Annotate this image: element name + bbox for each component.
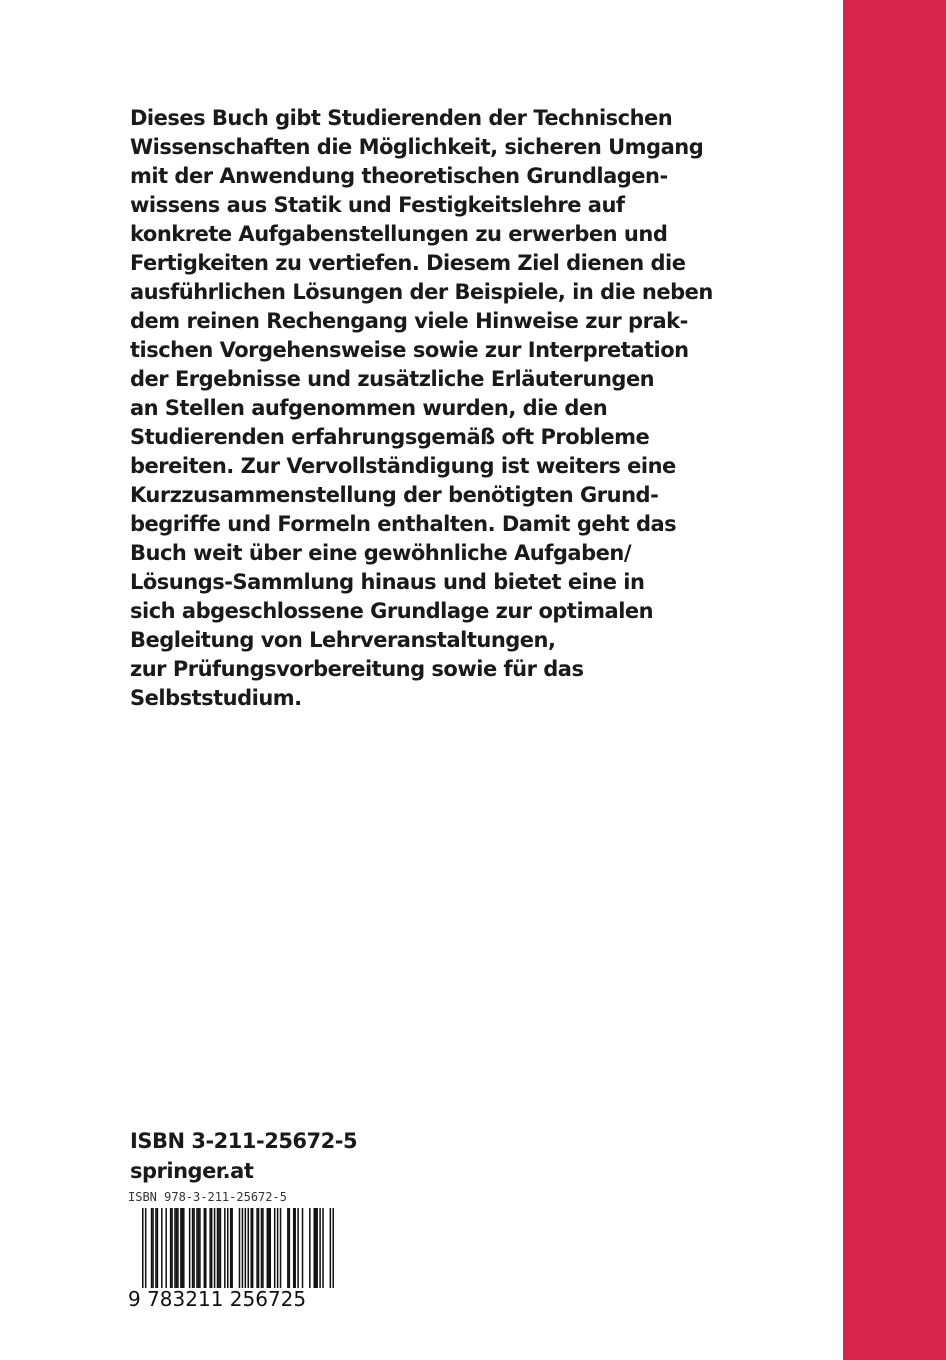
blurb-line: Dieses Buch gibt Studierenden der Technischen: [130, 106, 673, 130]
blurb-line: mit der Anwendung theoretischen Grundlagen-: [130, 164, 668, 188]
blurb-line: an Stellen aufgenommen wurden, die den: [130, 396, 608, 420]
barcode-bar: [170, 1208, 172, 1288]
blurb-line: Buch weit über eine gewöhnliche Aufgaben/: [130, 541, 631, 565]
barcode-bar: [297, 1208, 299, 1288]
barcode-bar: [176, 1208, 178, 1288]
barcode-bar: [220, 1208, 222, 1288]
barcode-bar: [151, 1208, 153, 1288]
barcode-bar: [189, 1208, 191, 1288]
blurb-line: begriffe und Formeln enthalten. Damit geht das: [130, 512, 677, 536]
barcode-bar: [217, 1208, 219, 1288]
barcode-bar: [198, 1208, 200, 1288]
barcode-bar: [231, 1208, 233, 1288]
barcode-bar: [256, 1208, 258, 1288]
barcode-bar: [315, 1208, 317, 1288]
barcode-block: [128, 1190, 340, 1315]
barcode-bar: [267, 1208, 269, 1288]
blurb-line: konkrete Aufgabenstellungen zu erwerben und: [130, 222, 668, 246]
barcode-bar: [261, 1208, 263, 1288]
barcode: [142, 1208, 334, 1288]
blurb-line: dem reinen Rechengang viele Hinweise zur prak-: [130, 309, 688, 333]
barcode-bar: [177, 1208, 179, 1288]
barcode-bar: [152, 1208, 154, 1288]
blurb-line: wissens aus Statik und Festigkeitslehre auf: [130, 193, 625, 217]
barcode-bar: [157, 1208, 159, 1288]
barcode-bar: [174, 1208, 176, 1288]
barcode-bar: [192, 1208, 194, 1288]
barcode-bar: [268, 1208, 270, 1288]
barcode-bar: [218, 1208, 220, 1288]
cover-blurb: [130, 104, 830, 713]
barcode-bar: [183, 1208, 185, 1288]
barcode-bar: [196, 1208, 198, 1288]
barcode-bar: [280, 1208, 282, 1288]
blurb-line: Lösungs-Sammlung hinaus und bietet eine in: [130, 570, 645, 594]
barcode-bar: [165, 1208, 167, 1288]
barcode-bar: [204, 1208, 206, 1288]
barcode-bar: [302, 1208, 304, 1288]
barcode-bar: [199, 1208, 201, 1288]
barcode-bar: [142, 1208, 144, 1288]
barcode-bar: [313, 1208, 315, 1288]
blurb-line: ausführlichen Lösungen der Beispiele, in die neben: [130, 280, 713, 304]
barcode-bar: [322, 1208, 324, 1288]
barcode-bar: [250, 1208, 252, 1288]
barcode-bar: [252, 1208, 254, 1288]
spine-accent-strip: [843, 0, 946, 1360]
blurb-line: tischen Vorgehensweise sowie zur Interpretation: [130, 338, 689, 362]
barcode-bar: [294, 1208, 296, 1288]
blurb-line: bereiten. Zur Vervollständigung ist weiters eine: [130, 454, 676, 478]
barcode-bar: [161, 1208, 163, 1288]
barcode-bar: [293, 1208, 295, 1288]
barcode-bar: [330, 1208, 332, 1288]
barcode-bar: [211, 1208, 213, 1288]
isbn-text: ISBN 3-211-25672-5: [130, 1129, 358, 1153]
barcode-bar: [239, 1208, 241, 1288]
barcode-digits: 9 783211 256725: [128, 1287, 307, 1311]
barcode-bar: [242, 1208, 244, 1288]
barcode-bar: [309, 1208, 311, 1288]
barcode-bar: [277, 1208, 279, 1288]
blurb-line: Studierenden erfahrungsgemäß oft Probleme: [130, 425, 650, 449]
barcode-isbn-label: ISBN 978-3-211-25672-5: [128, 1190, 287, 1204]
barcode-bar: [262, 1208, 264, 1288]
blurb-line: Wissenschaften die Möglichkeit, sicheren Umgang: [130, 135, 704, 159]
blurb-line: sich abgeschlossene Grundlage zur optimalen: [130, 599, 654, 623]
blurb-line: Begleitung von Lehrveranstaltungen,: [130, 628, 556, 652]
barcode-bar: [274, 1208, 276, 1288]
barcode-bar: [333, 1208, 334, 1288]
barcode-bar: [248, 1208, 250, 1288]
blurb-line: der Ergebnisse und zusätzliche Erläuterungen: [130, 367, 655, 391]
blurb-line: Fertigkeiten zu vertiefen. Diesem Ziel dienen die: [130, 251, 686, 275]
barcode-bar: [289, 1208, 291, 1288]
barcode-bar: [227, 1208, 229, 1288]
publisher-url: springer.at: [130, 1159, 254, 1183]
barcode-bar: [214, 1208, 216, 1288]
barcode-bar: [145, 1208, 147, 1288]
blurb-line: Kurzzusammenstellung der benötigten Grund-: [130, 483, 659, 507]
barcode-bar: [209, 1208, 211, 1288]
barcode-bar: [193, 1208, 195, 1288]
barcode-bar: [258, 1208, 260, 1288]
barcode-bar: [319, 1208, 321, 1288]
blurb-line: zur Prüfungsvorbereitung sowie für das: [130, 657, 584, 681]
barcode-bar: [245, 1208, 247, 1288]
barcode-bar: [182, 1208, 184, 1288]
barcode-bar: [180, 1208, 182, 1288]
blurb-line: Selbststudium.: [130, 686, 302, 710]
barcode-bar: [230, 1208, 232, 1288]
barcode-bar: [171, 1208, 173, 1288]
barcode-bar: [270, 1208, 272, 1288]
barcode-bar: [316, 1208, 318, 1288]
barcode-bar: [205, 1208, 207, 1288]
barcode-bar: [287, 1208, 289, 1288]
barcode-bar: [224, 1208, 226, 1288]
barcode-bar: [155, 1208, 157, 1288]
